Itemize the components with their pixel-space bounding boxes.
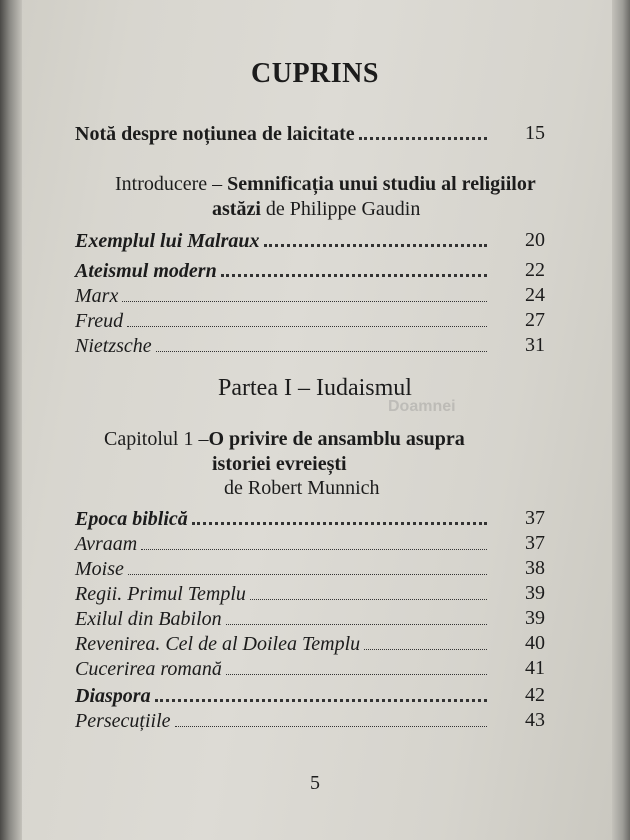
page-left-edge bbox=[0, 0, 22, 840]
toc-entry-page: 27 bbox=[525, 309, 545, 331]
dot-leader bbox=[128, 574, 487, 575]
toc-entry-label: Epoca biblică bbox=[75, 508, 188, 530]
toc-entry-label: Diaspora bbox=[75, 685, 151, 707]
part-heading: Partea I – Iudaismul bbox=[218, 375, 412, 401]
toc-entry-page: 43 bbox=[525, 709, 545, 731]
dot-leader bbox=[127, 326, 487, 327]
toc-entry-label: Exilul din Babilon bbox=[75, 608, 222, 630]
toc-entry-label: Revenirea. Cel de al Doilea Templu bbox=[75, 633, 361, 655]
toc-entry-page: 22 bbox=[525, 259, 545, 281]
introducere-title-line2: astăzi bbox=[212, 198, 261, 220]
toc-entry-cucerirea bbox=[75, 655, 545, 681]
dot-leader bbox=[192, 522, 487, 525]
toc-entry-page: 15 bbox=[525, 122, 545, 144]
toc-entry-epoca bbox=[75, 505, 545, 531]
toc-entry-ateism bbox=[75, 257, 545, 283]
chapter-author: de Robert Munnich bbox=[224, 477, 380, 499]
toc-entry-page: 24 bbox=[525, 284, 545, 306]
toc-entry-label: Cucerirea romană bbox=[75, 658, 222, 680]
dot-leader bbox=[155, 699, 487, 702]
dot-leader bbox=[250, 599, 487, 600]
dot-leader bbox=[359, 137, 487, 140]
dot-leader bbox=[264, 244, 488, 247]
introducere-author: de Philippe Gaudin bbox=[260, 198, 421, 220]
toc-entry-label: Avraam bbox=[75, 533, 138, 555]
chapter-title-line1: O privire de ansamblu asupra bbox=[208, 428, 465, 450]
toc-entry-page: 41 bbox=[525, 657, 545, 679]
introducere-line2 bbox=[212, 198, 420, 221]
toc-entry-freud bbox=[75, 307, 545, 333]
page-right-edge bbox=[612, 0, 630, 840]
toc-entry-label: Ateismul modern bbox=[75, 260, 217, 282]
toc-entry-moise bbox=[75, 555, 545, 581]
toc-entry-page: 31 bbox=[525, 334, 545, 356]
toc-entry-label: Notă despre noțiunea de laicitate bbox=[75, 123, 355, 145]
watermark-logo: Doamnei bbox=[388, 398, 456, 415]
toc-entry-page: 39 bbox=[525, 607, 545, 629]
dot-leader bbox=[226, 674, 487, 675]
toc-entry-revenirea bbox=[75, 630, 545, 656]
toc-entry-page: 39 bbox=[525, 582, 545, 604]
dot-leader bbox=[226, 624, 487, 625]
page-number: 5 bbox=[310, 772, 320, 794]
toc-entry-page: 20 bbox=[525, 229, 545, 251]
page-title: CUPRINS bbox=[251, 58, 379, 89]
dot-leader bbox=[221, 274, 487, 277]
toc-entry-label: Exemplul lui Malraux bbox=[75, 230, 260, 252]
toc-entry-nota bbox=[75, 120, 545, 146]
toc-entry-diaspora bbox=[75, 682, 545, 708]
toc-entry-label: Nietzsche bbox=[75, 335, 152, 357]
dot-leader bbox=[364, 649, 487, 650]
chapter-line2 bbox=[212, 453, 347, 476]
toc-entry-malraux bbox=[75, 227, 545, 253]
dot-leader bbox=[156, 351, 487, 352]
toc-entry-page: 40 bbox=[525, 632, 545, 654]
chapter-prefix: Capitolul 1 – bbox=[104, 428, 209, 450]
toc-entry-avraam bbox=[75, 530, 545, 556]
introducere-title-line1: Semnificația unui studiu al religiilor bbox=[227, 173, 536, 195]
dot-leader bbox=[141, 549, 487, 550]
toc-entry-label: Moise bbox=[75, 558, 124, 580]
introducere-line1 bbox=[115, 173, 536, 196]
toc-entry-label: Persecuțiile bbox=[75, 710, 171, 732]
toc-entry-exilul bbox=[75, 605, 545, 631]
dot-leader bbox=[175, 726, 487, 727]
toc-entry-label: Marx bbox=[75, 285, 119, 307]
toc-entry-page: 37 bbox=[525, 532, 545, 554]
introducere-prefix: Introducere – bbox=[115, 173, 228, 195]
toc-entry-page: 42 bbox=[525, 684, 545, 706]
toc-entry-nietzsche bbox=[75, 332, 545, 358]
toc-entry-page: 37 bbox=[525, 507, 545, 529]
chapter-title-line2: istoriei evreiești bbox=[212, 453, 347, 475]
chapter-line1 bbox=[104, 428, 465, 451]
toc-entry-label: Freud bbox=[75, 310, 124, 332]
toc-entry-page: 38 bbox=[525, 557, 545, 579]
toc-entry-regii bbox=[75, 580, 545, 606]
dot-leader bbox=[122, 301, 487, 302]
toc-entry-label: Regii. Primul Templu bbox=[75, 583, 246, 605]
toc-entry-persecutiile bbox=[75, 707, 545, 733]
toc-entry-marx bbox=[75, 282, 545, 308]
